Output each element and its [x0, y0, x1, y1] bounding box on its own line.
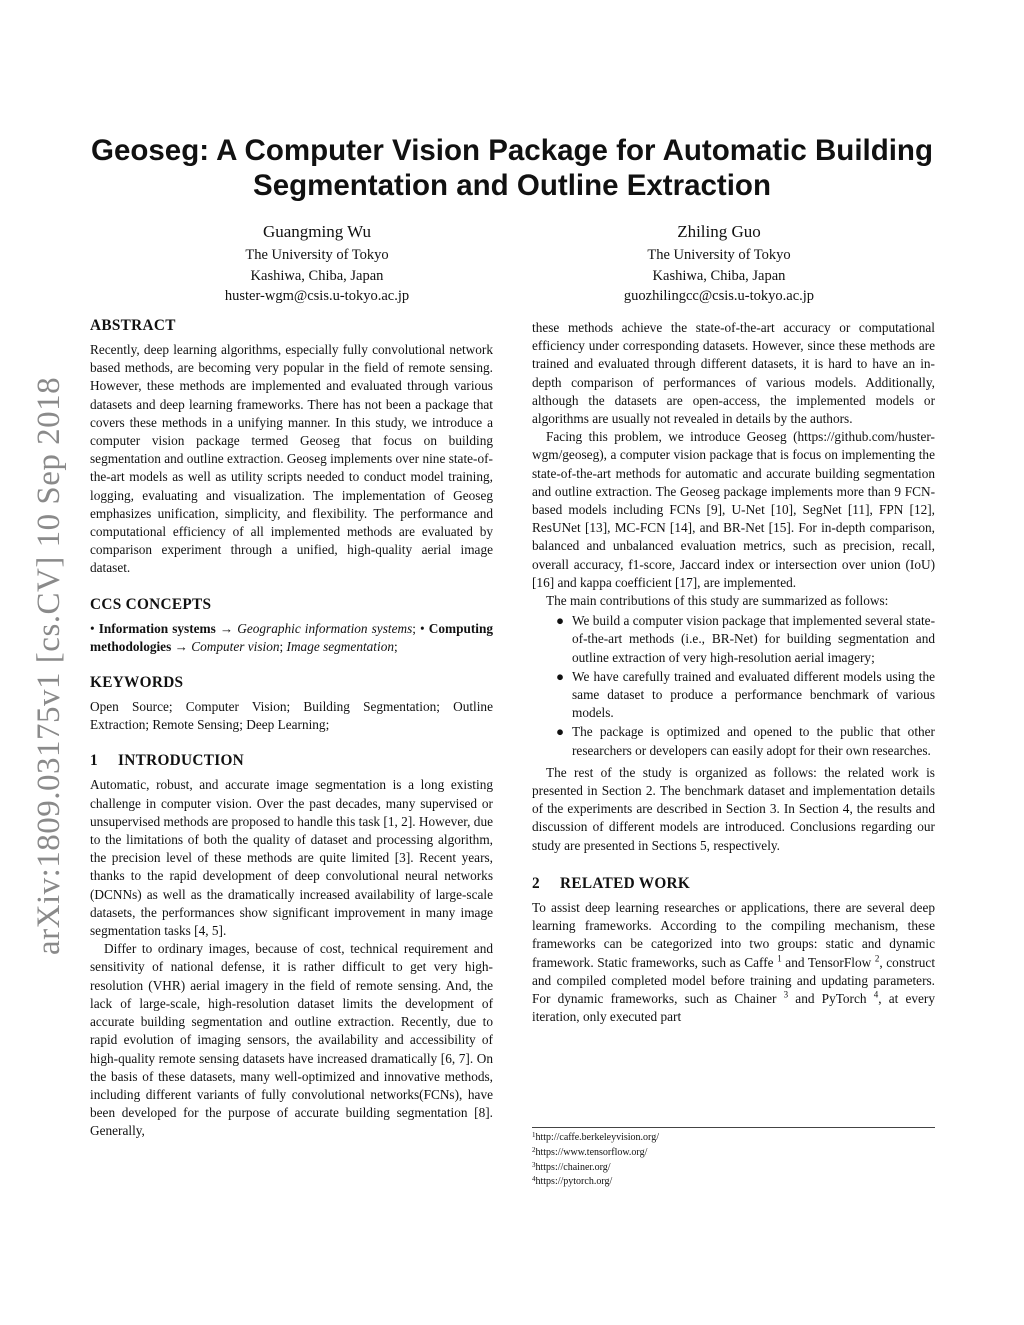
arxiv-identifier: arXiv:1809.03175v1 [cs.CV] 10 Sep 2018: [31, 376, 67, 955]
footnote-link[interactable]: https://pytorch.org/: [535, 1176, 613, 1188]
paragraph: The rest of the study is organized as follows: the related work is presented in Section 2. The benchmark dataset and implementation details of the experiments are described in Section 3. In Section 4, the results and discussion of different models are introduced. Conclusions regarding our study are presented in Sections 5, respectively.: [532, 764, 935, 853]
paragraph: these methods achieve the state-of-the-art accuracy or computational efficiency under corresponding datasets. However, since these methods are trained and evaluated through different datasets, it is hard to have an in-depth comparison of performances of various models. Additionally, although the datasets are open-access, the implemented models or algorithms are usually not revealed in details by the authors.: [532, 320, 935, 427]
contribution-list: [532, 612, 935, 760]
author-name: Guangming Wu: [262, 222, 372, 241]
bullet-icon: ●: [556, 668, 565, 684]
author-block-2: [509, 220, 929, 307]
paragraph: Automatic, robust, and accurate image segmentation is a long existing challenge in computer vision. Over the past decades, many supervised or unsupervised methods are proposed to handle this task [1, 2]. However, due to the limitations of both the quality of dataset and processing algorithm, the precision level of these methods are quite limited [3]. Recent years, thanks to the rapid development of deep convolutional neural networks (DCNNs) as well as the dramatically increased availability of large-scale datasets, the performances show significant improvement in many image segmentation tasks [4, 5].: [90, 777, 493, 939]
author-affiliation: The University of Tokyo: [647, 247, 791, 263]
text-run: To assist deep learning researches or applications, there are several deep learning frameworks. According to the compiling mechanism, these frameworks can be categorized into two groups: static and dynamic framework. Static frameworks, such as Caffe: [532, 899, 935, 970]
ccs-concepts: [90, 620, 493, 656]
paragraph: The main contributions of this study are summarized as follows:: [546, 593, 889, 609]
ccs-concept: Computing methodologies: [90, 620, 494, 654]
paper-title: [80, 133, 944, 203]
ccs-subconcept: Image segmentation: [286, 638, 394, 654]
ccs-separator: ;: [394, 638, 398, 654]
ccs-subconcept: Computer vision: [191, 638, 280, 654]
text-run: , at every iteration, only executed part: [532, 990, 936, 1025]
section-heading-introduction: [90, 751, 493, 771]
list-item-text: The package is optimized and opened to the public that other researchers or developers can easily adopt for their own researches.: [572, 724, 935, 758]
title-line-1: Geoseg: A Computer Vision Package for Automatic Building: [91, 134, 933, 167]
keywords-heading: KEYWORDS: [90, 674, 184, 692]
left-column: [90, 316, 493, 1141]
author-email[interactable]: huster-wgm@csis.u-tokyo.ac.jp: [224, 288, 410, 304]
ccs-separator: ;: [412, 620, 416, 636]
keywords-text: Open Source; Computer Vision; Building Segmentation; Outline Extraction; Remote Sensing; Deep Learning;: [90, 699, 493, 733]
author-location: Kashiwa, Chiba, Japan: [652, 267, 786, 284]
list-item: [532, 668, 935, 723]
footnote-link[interactable]: https://chainer.org/: [535, 1161, 611, 1173]
ccs-bullet: •: [90, 620, 95, 636]
arrow-icon: →: [174, 638, 188, 654]
author-block-1: [107, 220, 527, 307]
footnote-ref[interactable]: 2: [874, 953, 880, 964]
section-number: 2: [532, 874, 540, 892]
paragraph: Facing this problem, we introduce Geoseg (https://github.com/huster-wgm/geoseg), a computer vision package that is focus on implementing the state-of-the-art methods for automatic and accurate building segmentation and outline extraction. The Geoseg package implements more than 9 FCN-based models including FCNs [9], U-Net [10], SegNet [11], FPN [12], ResUNet [13], MC-FCN [14], and BR-Net [15]. For in-depth comparison, balanced and unbalanced evaluation metrics, such as precision, recall, overall accuracy, f1-score, Jaccard index or intersection over union (IoU) [16] and kappa coefficient [17], are implemented.: [532, 429, 935, 590]
abstract-heading: ABSTRACT: [90, 317, 176, 334]
ccs-separator: ;: [279, 638, 284, 654]
footnote: [532, 1161, 935, 1176]
text-run: and PyTorch: [788, 990, 867, 1006]
footnote-link[interactable]: https://www.tensorflow.org/: [535, 1146, 648, 1158]
list-item: [532, 612, 935, 667]
ccs-subconcept: Geographic information systems: [237, 620, 413, 636]
footnote-link[interactable]: http://caffe.berkeleyvision.org/: [535, 1132, 659, 1143]
section-title: RELATED WORK: [560, 874, 691, 892]
abstract-text: Recently, deep learning algorithms, especially fully convolutional network based methods, are becoming very popular in the field of remote sensing. However, these methods are implemented and evaluated through various datasets and deep learning frameworks. There has not been a package that covers these methods in a unifying manner. In this study, we introduce a computer vision package termed Geoseg that focus on building segmentation and outline extraction. Geoseg implements over nine state-of-the-art models as well as utility scripts needed to conduct model training, logging, evaluating and visualization. The implementation of Geoseg emphasizes unification, simplicity, and flexibility. The performance and computational efficiency of all implemented methods are evaluated by comparison experiment through a unified, high-quality aerial image dataset.: [90, 342, 493, 576]
title-line-2: Segmentation and Outline Extraction: [253, 169, 771, 202]
footnote-ref[interactable]: 3: [783, 989, 789, 1000]
author-affiliation: The University of Tokyo: [245, 247, 389, 263]
footnote-ref[interactable]: 1: [777, 953, 782, 964]
arrow-icon: →: [219, 620, 234, 636]
paragraph: Differ to ordinary images, because of cost, technical requirement and sensitivity of national defense, it is rather difficult to get very high-resolution (VHR) aerial imagery in the field of remote sensing. And, the lack of large-scale, high-resolution dataset limits the development of accurate building segmentation and outline extraction. Recently, due to rapid evolution of imaging sensors, the availability and accessibility of high-quality remote sensing datasets have increased dramatically [6, 7]. On the basis of these datasets, many well-optimized and innovative methods, including different variants of fully convolutional networks(FCNs), have been developed for the purpose of accurate building segmentation [8]. Generally,: [90, 941, 493, 1139]
footnotes: [532, 1127, 935, 1190]
section-title: INTRODUCTION: [118, 752, 244, 770]
author-name: Zhiling Guo: [677, 222, 761, 241]
bullet-icon: ●: [556, 613, 565, 629]
author-location: Kashiwa, Chiba, Japan: [250, 267, 384, 284]
list-item: [532, 723, 935, 759]
footnote-mark: 2: [532, 1145, 536, 1154]
text-run: , construct and compiled completed model before training and updating parameters. For dynamic frameworks, such as Chainer: [532, 954, 936, 1006]
bullet-icon: ●: [556, 724, 565, 740]
section-number: 1: [90, 752, 98, 770]
text-run: and TensorFlow: [781, 954, 872, 970]
footnote-ref[interactable]: 4: [873, 989, 879, 1000]
paragraph: [532, 899, 935, 1026]
author-email[interactable]: guozhilingcc@csis.u-tokyo.ac.jp: [623, 288, 815, 304]
list-item-text: We have carefully trained and evaluated different models using the same dataset to produce a performance benchmark of various models.: [572, 668, 935, 721]
list-item-text: We build a computer vision package that implemented several state-of-the-art methods (i.e., BR-Net) for building segmentation and outline extraction of very high-resolution aerial imagery;: [572, 613, 935, 665]
footnote: [532, 1175, 935, 1190]
right-column: [532, 319, 935, 1026]
footnote-mark: 1: [532, 1131, 536, 1139]
ccs-concept: Information systems: [98, 620, 216, 636]
footnote: [532, 1131, 935, 1146]
ccs-heading: CCS CONCEPTS: [90, 595, 212, 613]
section-heading-related-work: [532, 874, 935, 894]
ccs-bullet: •: [420, 620, 425, 636]
footnote: [532, 1146, 935, 1161]
footnote-mark: 4: [532, 1175, 536, 1184]
footnote-mark: 3: [532, 1160, 536, 1169]
